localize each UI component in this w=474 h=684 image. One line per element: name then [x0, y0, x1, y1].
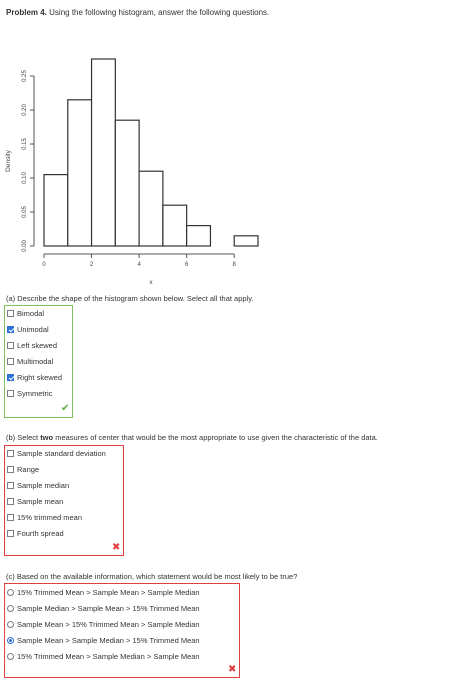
option-label: 15% Trimmed Mean > Sample Median > Sample Mean: [17, 651, 200, 661]
checkbox[interactable]: [7, 482, 14, 489]
option-label: Bimodal: [17, 308, 45, 318]
option-label: Right skewed: [17, 372, 63, 382]
incorrect-x-icon: ✖: [112, 542, 121, 553]
qa-option-bimodal[interactable]: [7, 306, 44, 320]
question-c-options: [4, 583, 240, 678]
question-b-options: [4, 445, 124, 556]
option-label: Sample mean: [17, 496, 64, 506]
x-tick-label: 2: [89, 262, 94, 268]
incorrect-x-icon: ✖: [228, 664, 237, 675]
y-tick-label: 0.10: [22, 172, 28, 184]
checkbox[interactable]: [7, 358, 14, 365]
x-tick-label: 4: [137, 262, 141, 268]
y-tick-label: 0.20: [22, 104, 28, 116]
histogram-bar: [44, 175, 68, 246]
option-label: Symmetric: [17, 388, 53, 398]
correct-check-icon: ✔: [61, 403, 70, 414]
option-label: Range: [17, 464, 40, 474]
x-axis-label: x: [149, 279, 153, 286]
question-a-prompt: (a) Describe the shape of the histogram shown below. Select all that apply.: [6, 294, 254, 303]
option-label: Sample standard deviation: [17, 448, 106, 458]
prompt-part: (b) Select: [6, 433, 41, 442]
qb-option-range[interactable]: [7, 462, 39, 476]
x-tick-label: 0: [42, 262, 46, 268]
histogram-chart: [0, 36, 474, 296]
qc-option-4[interactable]: [7, 633, 200, 647]
checkbox[interactable]: [7, 466, 14, 473]
qc-option-3[interactable]: [7, 617, 200, 631]
checkbox[interactable]: [7, 342, 14, 349]
option-label: Fourth spread: [17, 528, 64, 538]
y-tick-label: 0.15: [22, 138, 28, 150]
qb-option-sample-median[interactable]: [7, 478, 69, 492]
option-label: 15% trimmed mean: [17, 512, 83, 522]
histogram-bar: [163, 205, 187, 246]
y-tick-label: 0.25: [22, 70, 28, 82]
qa-option-multimodal[interactable]: [7, 354, 53, 368]
histogram-bar: [68, 100, 92, 246]
checkbox[interactable]: [7, 498, 14, 505]
y-tick-label: 0.05: [22, 206, 28, 218]
checkbox[interactable]: [7, 326, 14, 333]
option-label: Multimodal: [17, 356, 54, 366]
x-tick-label: 6: [184, 262, 189, 268]
histogram-bar: [92, 59, 116, 246]
checkbox[interactable]: [7, 390, 14, 397]
prompt-emphasis: two: [40, 433, 54, 442]
qa-option-symmetric[interactable]: [7, 386, 52, 400]
radio-button[interactable]: [7, 605, 14, 612]
histogram-bar: [139, 171, 163, 246]
histogram-bar: [187, 226, 211, 246]
qa-option-left-skewed[interactable]: [7, 338, 57, 352]
option-label: Left skewed: [17, 340, 58, 350]
question-a-options: [4, 305, 73, 418]
option-label: Unimodal: [17, 324, 49, 334]
histogram-bar: [115, 120, 139, 246]
question-c-prompt: (c) Based on the available information, which statement would be most likely to be true?: [6, 572, 298, 581]
option-label: Sample Mean > Sample Median > 15% Trimmed Mean: [17, 635, 200, 645]
option-label: 15% Trimmed Mean > Sample Mean > Sample Median: [17, 587, 200, 597]
checkbox[interactable]: [7, 310, 14, 317]
checkbox[interactable]: [7, 530, 14, 537]
radio-button[interactable]: [7, 653, 14, 660]
qa-option-right-skewed[interactable]: [7, 370, 62, 384]
radio-button[interactable]: [7, 637, 14, 644]
option-label: Sample Mean > 15% Trimmed Mean > Sample Median: [17, 619, 200, 629]
histogram-bar: [234, 236, 258, 246]
problem-text: Using the following histogram, answer the following questions.: [49, 8, 270, 17]
qb-option-sample-mean[interactable]: [7, 494, 63, 508]
checkbox[interactable]: [7, 450, 14, 457]
qc-option-2[interactable]: [7, 601, 200, 615]
qb-option-trimmed-mean[interactable]: [7, 510, 82, 524]
qc-option-1[interactable]: [7, 585, 200, 599]
qa-option-unimodal[interactable]: [7, 322, 49, 336]
qc-option-5[interactable]: [7, 649, 200, 663]
y-axis-label: Density: [5, 150, 12, 172]
checkbox[interactable]: [7, 514, 14, 521]
x-tick-label: 8: [232, 262, 236, 268]
option-label: Sample Median > Sample Mean > 15% Trimmed Mean: [17, 603, 200, 613]
y-tick-label: 0.00: [22, 240, 28, 252]
prompt-part: measures of center that would be the most appropriate to use given the characteristic of the data.: [53, 433, 378, 442]
problem-heading: [6, 8, 269, 17]
option-label: Sample median: [17, 480, 70, 490]
radio-button[interactable]: [7, 589, 14, 596]
checkbox[interactable]: [7, 374, 14, 381]
problem-label: Problem 4.: [6, 8, 47, 17]
radio-button[interactable]: [7, 621, 14, 628]
qb-option-sample-sd[interactable]: [7, 446, 106, 460]
qb-option-fourth-spread[interactable]: [7, 526, 64, 540]
question-b-prompt: [6, 433, 378, 442]
